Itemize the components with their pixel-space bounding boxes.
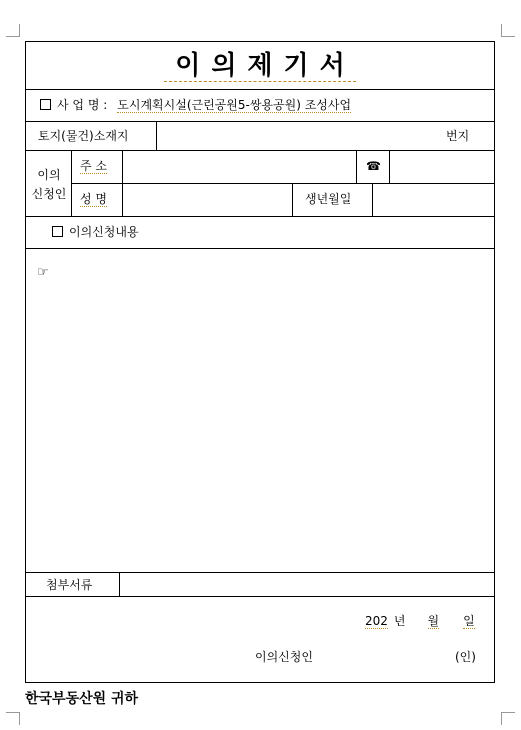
phone-field[interactable] xyxy=(390,151,494,182)
address-field[interactable] xyxy=(123,151,355,182)
crop-mark xyxy=(501,24,502,37)
objection-contents-label: 이의신청내용 xyxy=(69,225,139,239)
crop-mark xyxy=(501,712,502,725)
birth-field[interactable] xyxy=(373,184,494,215)
land-location-field[interactable] xyxy=(157,122,447,150)
crop-mark xyxy=(19,712,20,725)
date-line xyxy=(365,614,475,628)
date-year: 202 xyxy=(365,614,388,628)
project-label: 사 업 명 : xyxy=(57,98,108,112)
col-divider xyxy=(292,183,293,216)
objection-form xyxy=(25,41,495,683)
land-location-label: 토지(물건)소재지 xyxy=(38,129,129,143)
attachments-label: 첨부서류 xyxy=(46,578,93,592)
row-divider xyxy=(26,596,494,597)
col-divider xyxy=(356,150,357,183)
row-divider xyxy=(26,216,494,217)
address-label: 주 소 xyxy=(80,159,107,173)
objection-contents-field[interactable] xyxy=(27,249,493,571)
project-name: 도시계획시설(근린공원5-쌍용공원) 조성사업 xyxy=(117,98,352,112)
lot-suffix-label: 번지 xyxy=(446,129,470,143)
crop-mark xyxy=(6,36,20,37)
date-year-label: 년 xyxy=(393,614,406,628)
recipient-footer: 한국부동산원 귀하 xyxy=(25,691,139,707)
phone-icon: ☎ xyxy=(366,159,381,173)
applicant-group-label: 이의 신청인 xyxy=(31,168,67,201)
objection-contents-row xyxy=(52,225,139,239)
name-label: 성 명 xyxy=(80,192,107,206)
birth-label: 생년월일 xyxy=(305,192,352,206)
crop-mark xyxy=(501,712,515,713)
applicant-sign-label: 이의신청인 xyxy=(255,650,313,664)
date-month-label: 월 xyxy=(427,614,440,628)
pointer-icon: ☞ xyxy=(37,265,49,280)
col-divider xyxy=(71,150,72,216)
crop-mark xyxy=(501,36,515,37)
project-row xyxy=(40,98,351,112)
checkbox-icon[interactable] xyxy=(52,226,63,237)
name-field[interactable] xyxy=(123,184,291,215)
date-day-label: 일 xyxy=(463,614,475,628)
attachments-field[interactable] xyxy=(120,573,494,595)
seal-label: (인) xyxy=(455,650,476,664)
crop-mark xyxy=(19,24,20,37)
row-divider xyxy=(26,89,494,90)
form-title: 이의제기서 xyxy=(26,48,494,84)
checkbox-icon[interactable] xyxy=(40,99,51,110)
crop-mark xyxy=(6,712,20,713)
